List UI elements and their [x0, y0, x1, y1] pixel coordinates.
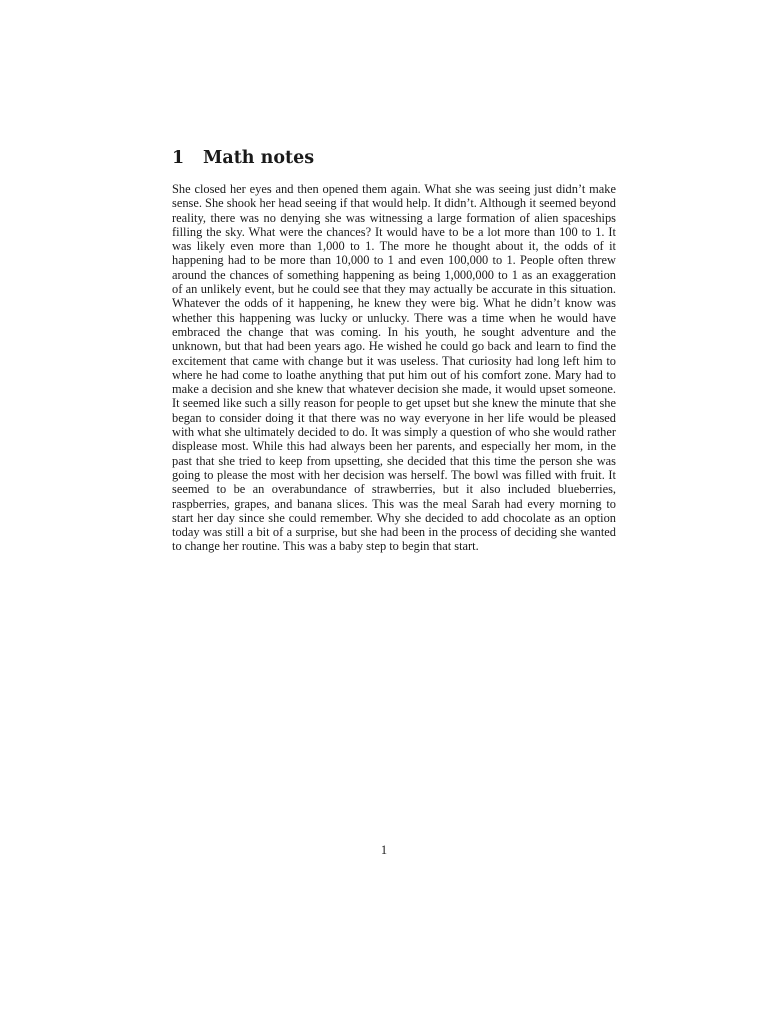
page-number: 1	[380, 843, 388, 857]
section-heading	[172, 146, 616, 170]
section-title: Math notes	[203, 148, 315, 168]
section-number: 1	[172, 148, 185, 168]
section-body-paragraph: She closed her eyes and then opened them again. What she was seeing just didn’t make sense. She shook her head seeing if that would help. It didn’t. Although it seemed beyond reality, there was no denying she was witnessing a large formation of alien spaceships filling the sky. What were the chances? It would have to be a lot more than 100 to 1. It was likely even more than 1,000 to 1. The more he thought about it, the odds of it happening had to be more than 10,000 to 1 and even 100,000 to 1. People often threw around the chances of something happening as being 1,000,000 to 1 as an exaggeration of an unlikely event, but he could see that they may actually be accurate in this situation. Whatever the odds of it happening, he knew they were big. What he didn’t know was whether this happening was lucky or unlucky. There was a time when he would have embraced the change that was coming. In his youth, he sought adventure and the unknown, but that had been years ago. He wished he could go back and learn to find the excitement that came with change but it was useless. That curiosity had long left him to where he had come to loathe anything that put him out of his comfort zone. Mary had to make a decision and she knew that whatever decision she made, it would upset someone. It seemed like such a silly reason for people to get upset but she knew the minute that she began to consider doing it that there was no way everyone in her life would be pleased with what she ultimately decided to do. It was simply a question of who she would rather displease most. While this had always been her parents, and especially her mom, in the past that she tried to keep from upsetting, she decided that this time the person she was going to please the most with her decision was herself. The bowl was filled with fruit. It seemed to be an overabundance of strawberries, but it also included blueberries, raspberries, grapes, and banana slices. This was the meal Sarah had every morning to start her day since she could remember. Why she decided to add chocolate as an option today was still a bit of a surprise, but she had been in the process of deciding she wanted to change her routine. This was a baby step to begin that start.	[172, 182, 616, 554]
section	[172, 146, 616, 554]
